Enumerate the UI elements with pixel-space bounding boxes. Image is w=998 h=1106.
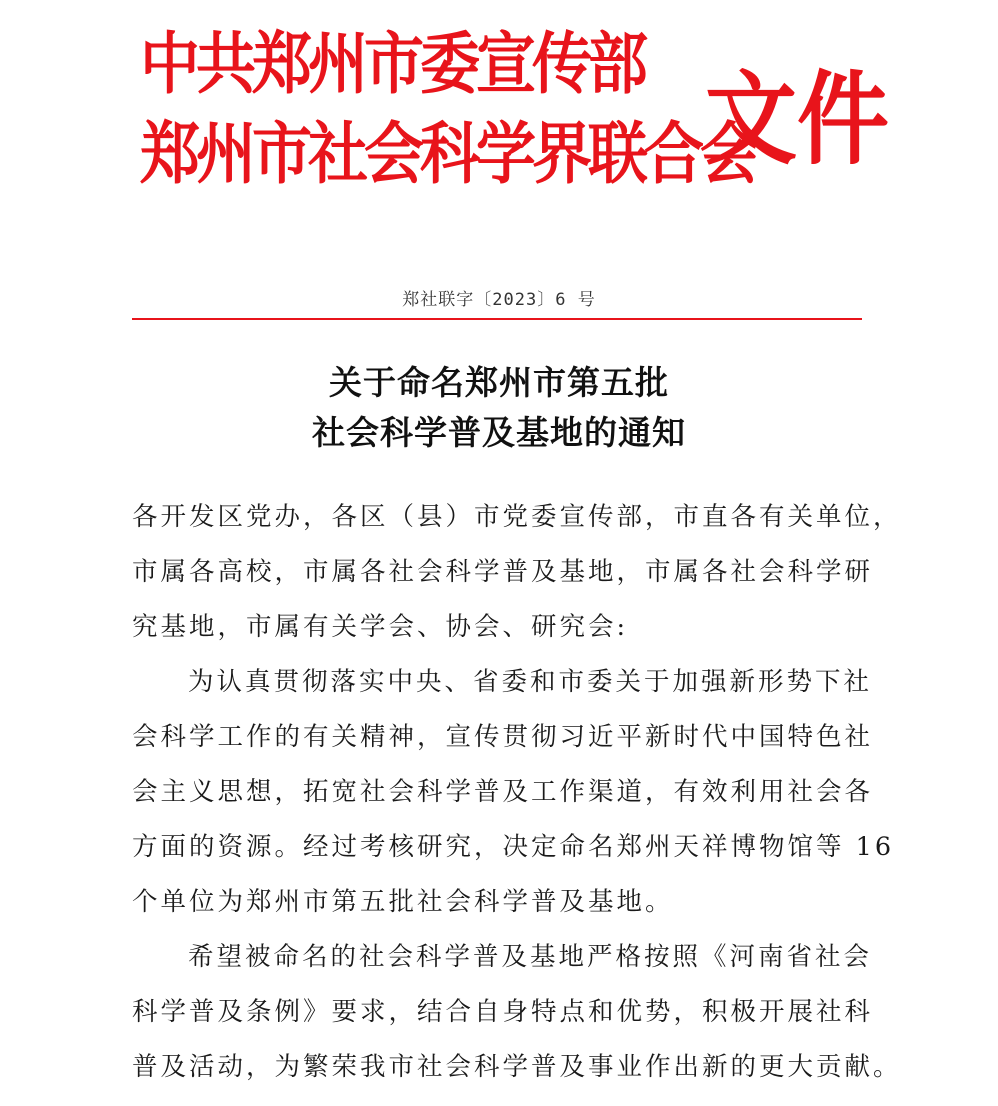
masthead-suffix: 文件 xyxy=(705,61,890,179)
masthead-org-line-1: 中共郑州市委宣传部 xyxy=(140,25,644,105)
addressee-block xyxy=(132,490,902,655)
paragraph-line: 为认真贯彻落实中央、省委和市委关于加强新形势下社 xyxy=(188,667,873,697)
document-title-line-1: 关于命名郑州市第五批 xyxy=(329,363,669,402)
addressee-line: 市属各高校，市属各社会科学普及基地，市属各社会科学研 xyxy=(132,557,874,587)
paragraph-line: 会科学工作的有关精神，宣传贯彻习近平新时代中国特色社 xyxy=(132,722,874,752)
masthead-org-line-2: 郑州市社会科学界联合会 xyxy=(140,115,756,194)
paragraph-line: 个单位为郑州市第五批社会科学普及基地。 xyxy=(132,887,674,917)
document-title-line-2: 社会科学普及基地的通知 xyxy=(312,413,686,452)
paragraph-line: 普及活动，为繁荣我市社会科学普及事业作出新的更大贡献。 xyxy=(132,1052,902,1082)
paragraph-2 xyxy=(132,930,902,1095)
red-divider-line xyxy=(132,318,862,320)
addressee-line: 究基地，市属有关学会、协会、研究会: xyxy=(132,612,629,642)
document-body xyxy=(132,490,902,1095)
red-masthead xyxy=(140,18,890,208)
paragraph-line: 会主义思想，拓宽社会科学普及工作渠道，有效利用社会各 xyxy=(132,777,874,807)
paragraph-1 xyxy=(132,655,895,930)
paragraph-line: 希望被命名的社会科学普及基地严格按照《河南省社会 xyxy=(188,942,873,972)
paragraph-line: 方面的资源。经过考核研究，决定命名郑州天祥博物馆等 16 xyxy=(132,832,895,862)
addressee-line: 各开发区党办，各区（县）市党委宣传部，市直各有关单位， xyxy=(132,502,902,532)
document-title xyxy=(0,358,998,458)
document-number: 郑社联字〔2023〕6 号 xyxy=(402,290,596,310)
paragraph-line: 科学普及条例》要求，结合自身特点和优势，积极开展社科 xyxy=(132,997,874,1027)
